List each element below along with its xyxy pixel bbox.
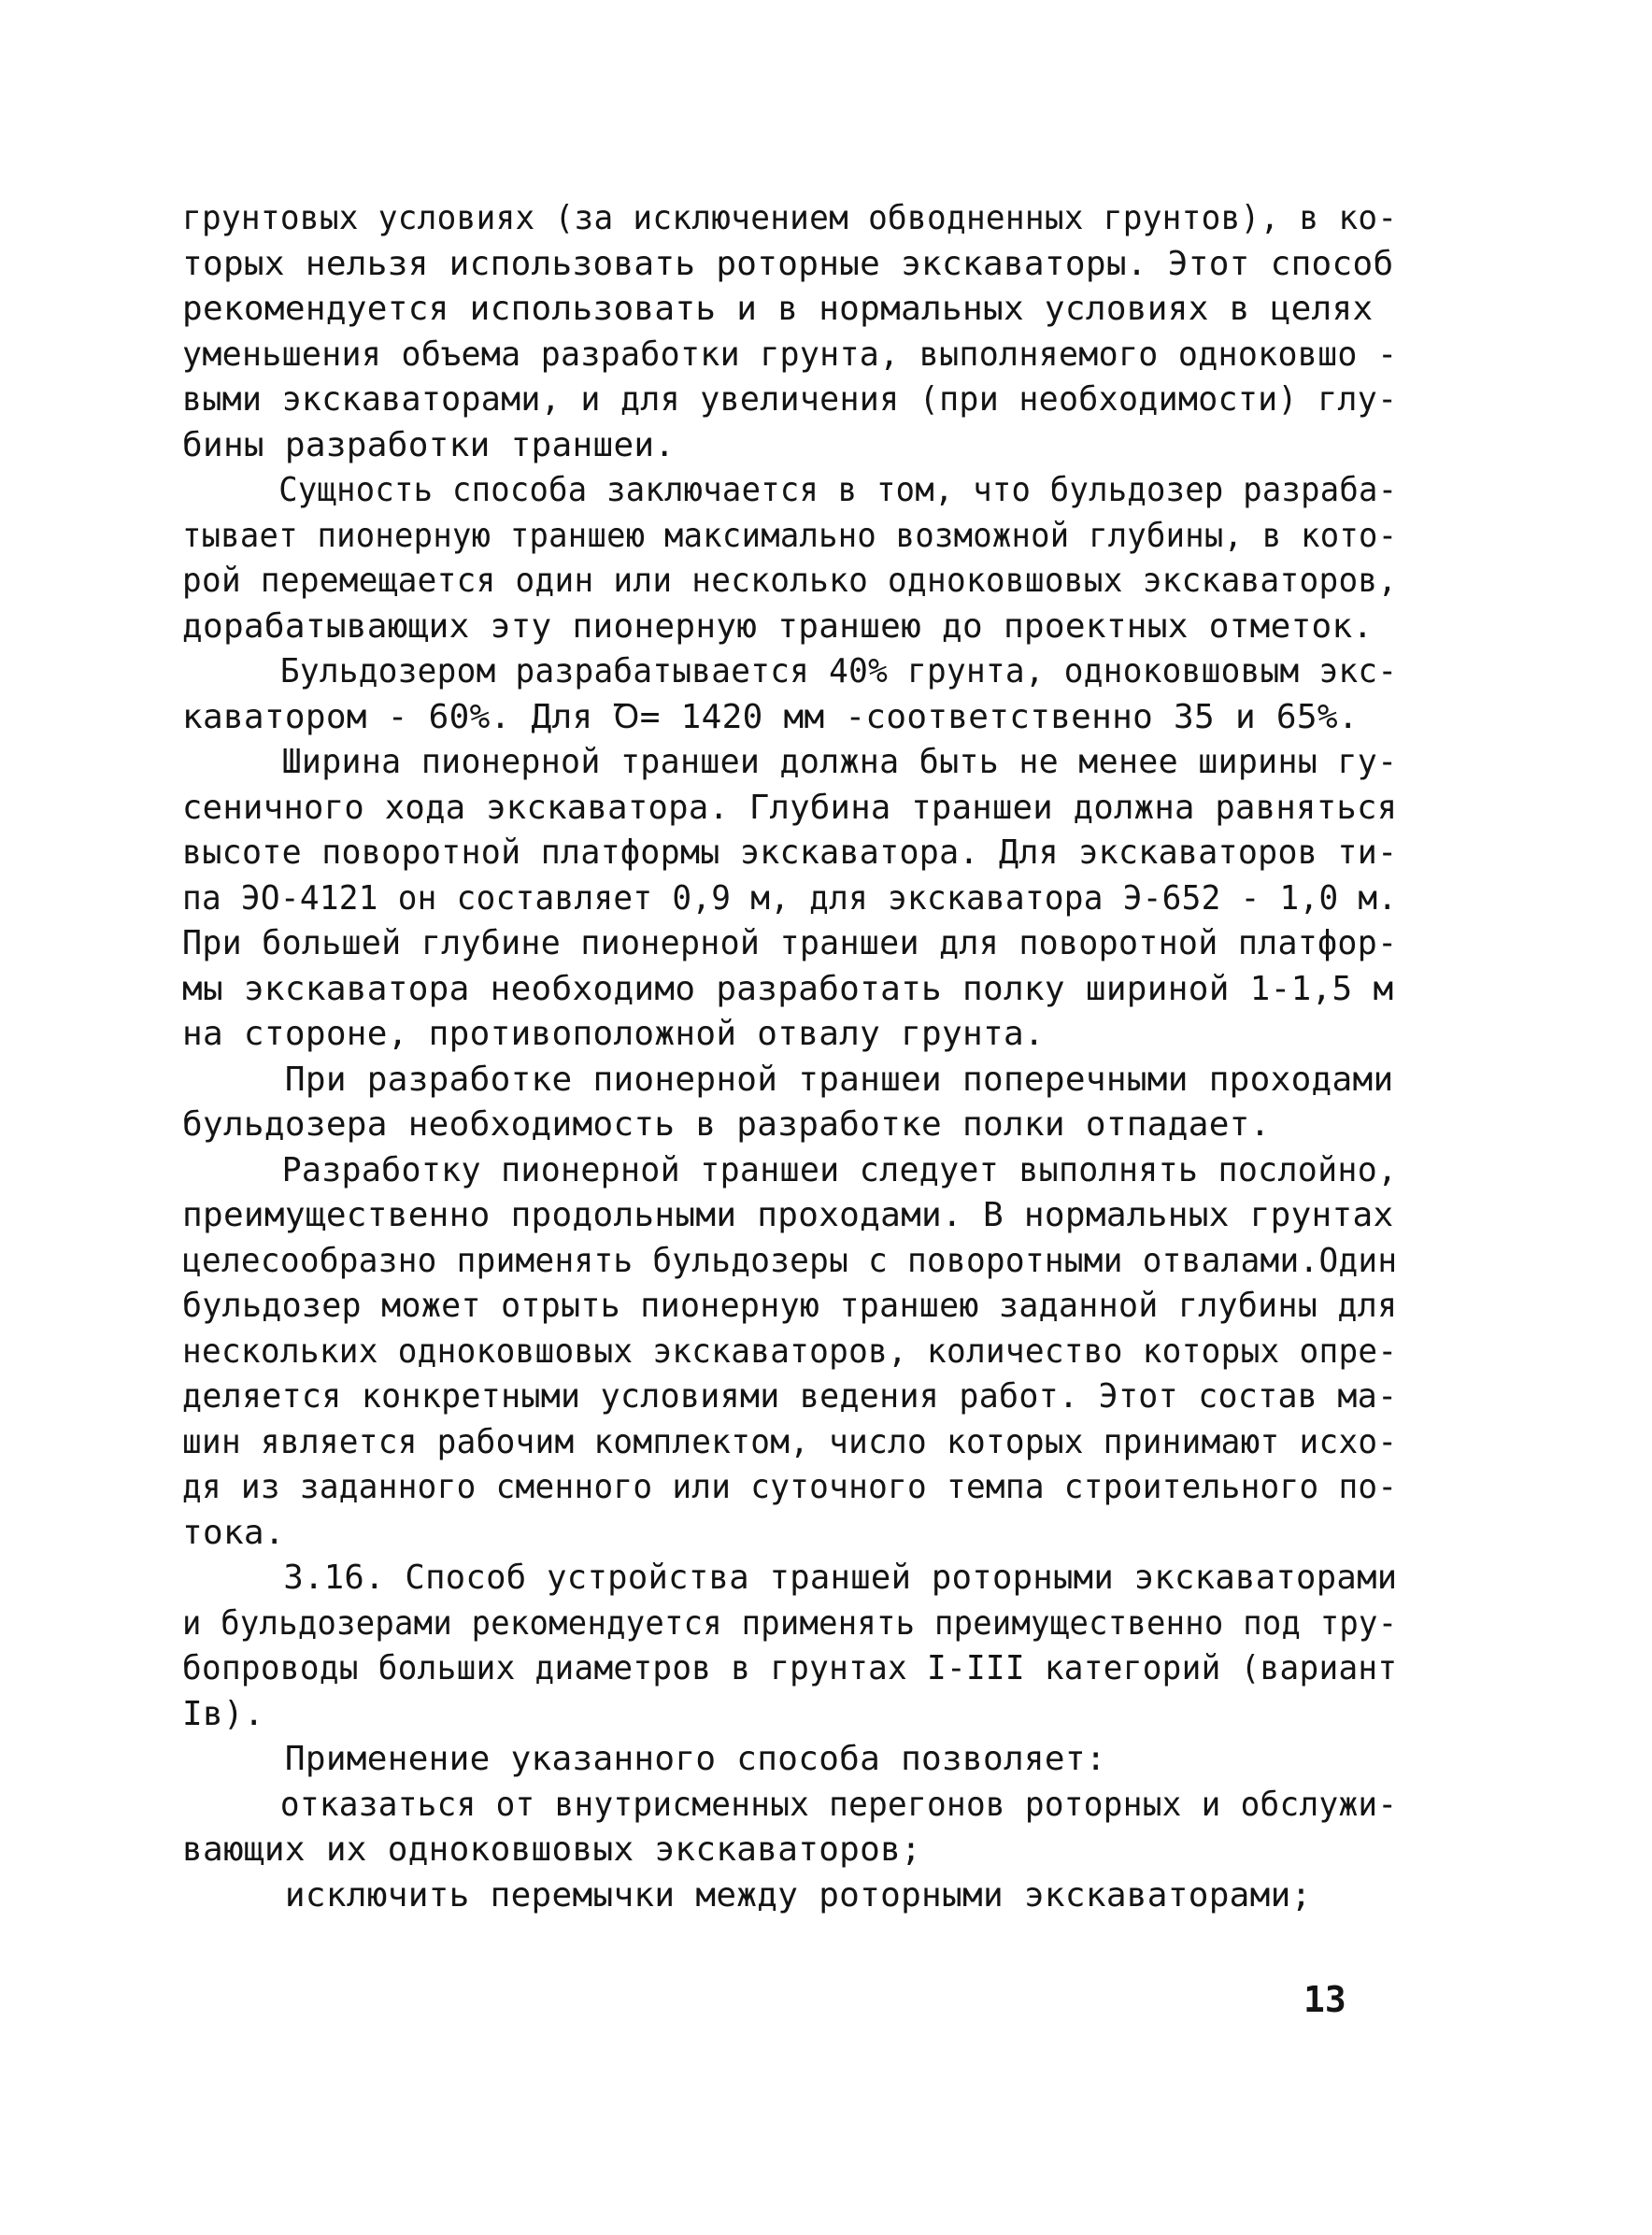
text-line: торых нельзя использовать роторные экскаваторы. Этот способ	[182, 244, 1394, 283]
text-line: рекомендуется использовать и в нормальных условиях в целях	[182, 290, 1374, 328]
text-line: и бульдозерами рекомендуется применять преимущественно под тру-	[182, 1603, 1398, 1643]
text-line: выми экскаваторами, и для увеличения (при необходимости) глу-	[182, 380, 1398, 419]
text-line: Бульдозером разрабатывается 40% грунта, одноковшовым экс-	[182, 652, 1398, 690]
text-line: Разработку пионерной траншеи следует выполнять послойно,	[182, 1150, 1398, 1189]
text-line: сеничного хода экскаватора. Глубина траншеи должна равняться	[182, 788, 1398, 827]
text-line: высоте поворотной платформы экскаватора. Для экскаваторов ти-	[182, 833, 1398, 872]
text-line: Ширина пионерной траншеи должна быть не менее ширины гу-	[182, 743, 1398, 781]
text-line: на стороне, противоположной отвалу грунта.	[182, 1015, 1045, 1053]
text-line: бульдозера необходимость в разработке полки отпадает.	[182, 1105, 1271, 1144]
text-line: 3.16. Способ устройства траншей роторными экскаваторами	[182, 1559, 1398, 1597]
text-line: целесообразно применять бульдозеры с поворотными отвалами.Один	[182, 1241, 1398, 1280]
body-text	[182, 196, 1397, 1918]
text-line: тока.	[182, 1513, 285, 1552]
text-line: бопроводы больших диаметров в грунтах I-III категорий (вариант	[182, 1649, 1398, 1687]
text-line: па ЭО-4121 он составляет 0,9 м, для экскаватора Э-652 - 1,0 м.	[182, 878, 1398, 918]
text-line: бульдозер может отрыть пионерную траншею заданной глубины для	[182, 1287, 1398, 1325]
text-line: Сущность способа заключается в том, что бульдозер разраба-	[182, 471, 1398, 509]
text-line: При разработке пионерной траншеи поперечными проходами	[182, 1060, 1394, 1099]
text-line: рой перемещается один или несколько одноковшовых экскаваторов,	[182, 562, 1398, 600]
text-line: Iв).	[182, 1694, 264, 1733]
text-line: уменьшения объема разработки грунта, выполняемого одноковшо -	[182, 335, 1398, 374]
text-line: При большей глубине пионерной траншеи для поворотной платфор-	[182, 924, 1398, 962]
text-line: бины разработки траншеи.	[182, 425, 676, 464]
text-line: Применение указанного способа позволяет:	[182, 1740, 1106, 1778]
page-number: 13	[1303, 1979, 1346, 2020]
text-line: исключить перемычки между роторными экскаваторами;	[182, 1875, 1312, 1915]
text-line: шин является рабочим комплектом, число которых принимают исхо-	[182, 1422, 1398, 1461]
text-line: преимущественно продольными проходами. В нормальных грунтах	[182, 1196, 1394, 1234]
text-line: отказаться от внутрисменных перегонов роторных и обслужи-	[182, 1785, 1398, 1824]
text-line: нескольких одноковшовых экскаваторов, количество которых опре-	[182, 1331, 1398, 1371]
text-line: дорабатывающих эту пионерную траншею до проектных отметок.	[182, 606, 1374, 646]
text-line: деляется конкретными условиями ведения работ. Этот состав ма-	[182, 1377, 1398, 1416]
text-line: дя из заданного сменного или суточного темпа строительного по-	[182, 1468, 1398, 1506]
text-line: тывает пионерную траншею максимально возможной глубины, в кото-	[182, 516, 1398, 555]
text-line: вающих их одноковшовых экскаваторов;	[182, 1830, 922, 1869]
text-line: грунтовых условиях (за исключением обводненных грунтов), в ко-	[182, 199, 1398, 237]
text-line: каватором - 60%. Для Ꝺ= 1420 мм -соответственно 35 и 65%.	[182, 697, 1359, 736]
text-line: мы экскаватора необходимо разработать полку шириной 1-1,5 м	[182, 969, 1394, 1008]
